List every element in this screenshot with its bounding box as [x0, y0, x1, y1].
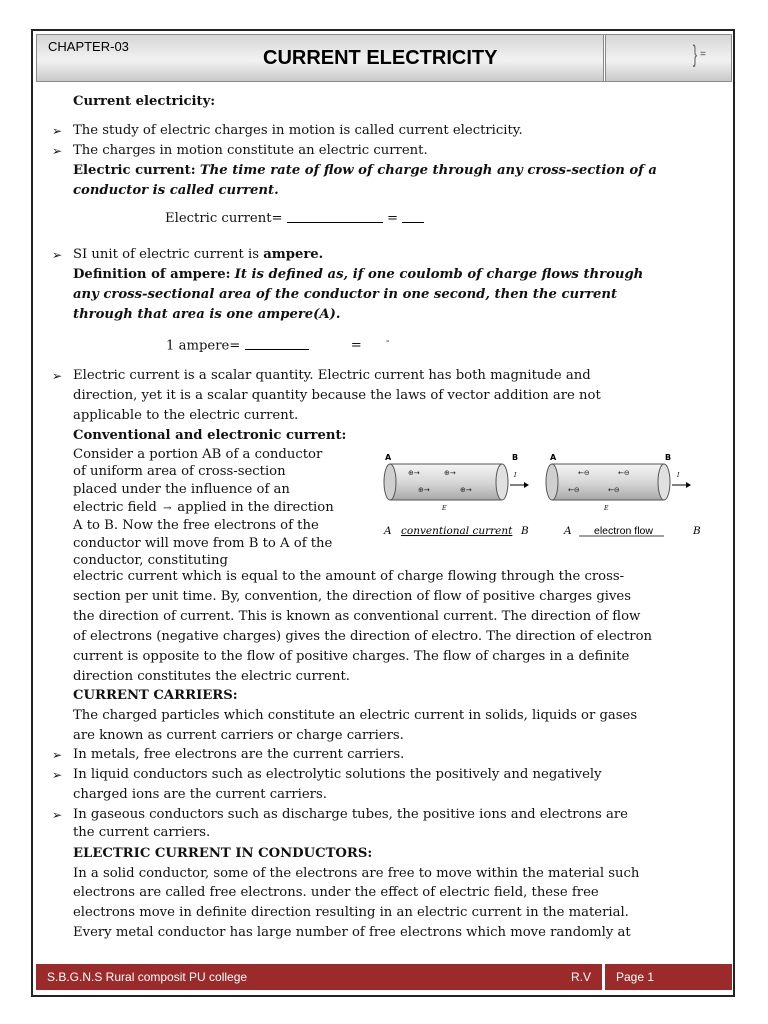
page-number: Page 1	[616, 970, 655, 984]
footer-college: S.B.G.N.S Rural composit PU college	[47, 970, 248, 984]
caption-b-right: B	[693, 525, 701, 537]
svg-text:←⊖: ←⊖	[608, 486, 620, 494]
arrow-bullet-icon: ➢	[52, 808, 63, 822]
ampere-definition-cont: through that area is one ampere(A).	[73, 307, 341, 322]
ampere-definition: Definition of ampere: It is defined as, if one coulomb of charge flows through	[73, 267, 644, 282]
arrow-bullet-icon: ➢	[52, 748, 63, 762]
arrow-bullet-icon: ➢	[52, 144, 63, 158]
label-b: B	[512, 453, 519, 462]
arrow-bullet-icon: ➢	[52, 768, 63, 782]
text-line: The charged particles which constitute an electric current in solids, liquids or gases	[73, 708, 638, 723]
field-label-left: E	[442, 505, 447, 512]
arrow-bullet-icon: ➢	[52, 369, 63, 383]
list-item: ➢ In metals, free electrons are the current carriers.	[52, 745, 404, 765]
arrowhead-icon	[524, 482, 529, 488]
list-item: ➢ The study of electric charges in motion is called current electricity.	[52, 121, 523, 141]
caption-a-left: A	[384, 525, 392, 537]
current-symbol-left: I	[514, 472, 517, 479]
electric-current-definition: Electric current: The time rate of flow of charge through any cross-section of a	[73, 163, 657, 178]
arrowhead-icon	[686, 482, 691, 488]
formula-ampere: 1 ampere= = -	[166, 336, 390, 354]
svg-text:←⊖: ←⊖	[578, 469, 590, 477]
page-header	[36, 34, 732, 82]
list-item: ➢ In gaseous conductors such as discharge tubes, the positive ions and electrons are	[52, 805, 628, 825]
text-line: the direction of current. This is known as conventional current. The direction of flow	[73, 609, 641, 624]
text-line: of electrons (negative charges) gives the direction of electro. The direction of electron	[73, 629, 653, 644]
text-line: Every metal conductor has large number of free electrons which move randomly at	[73, 925, 631, 940]
text-line: are known as current carriers or charge carriers.	[73, 728, 404, 743]
list-item: ➢ SI unit of electric current is ampere.	[52, 245, 323, 265]
text-line: applicable to the electric current.	[73, 408, 299, 423]
heading-current-carriers: CURRENT CARRIERS:	[73, 688, 238, 703]
fraction-line	[402, 214, 424, 223]
current-symbol-right: I	[677, 472, 680, 479]
text-line: electrons move in definite direction resulting in an electric current in the material.	[73, 905, 629, 920]
text-line: direction, yet it is a scalar quantity because the laws of vector addition are not	[73, 388, 601, 403]
text-line: conductor will move from B to A of the	[73, 536, 333, 551]
heading-electric-current-in-conductors: ELECTRIC CURRENT IN CONDUCTORS:	[73, 846, 373, 861]
text-line: electric field → applied in the direction	[73, 498, 334, 518]
text-line: placed under the influence of an	[73, 482, 290, 497]
text-line: Consider a portion AB of a conductor	[73, 447, 323, 462]
current-flow-diagram	[382, 452, 712, 542]
heading-current-electricity: Current electricity:	[73, 94, 216, 109]
page-footer	[36, 964, 732, 990]
text-line: the current carriers.	[73, 825, 211, 840]
footer-initials: R.V	[571, 970, 592, 984]
chapter-label: CHAPTER-03	[48, 39, 129, 54]
footer-divider	[602, 964, 605, 990]
arrow-bullet-icon: ➢	[52, 248, 63, 262]
caption-a-right: A	[564, 525, 572, 537]
list-item: ➢ The charges in motion constitute an electric current.	[52, 141, 428, 161]
text-line: current is opposite to the flow of positive charges. The flow of charges in a definite	[73, 649, 630, 664]
ampere-definition-cont: any cross-sectional area of the conductor in one second, then the current	[73, 287, 618, 302]
text-line: In a solid conductor, some of the electrons are free to move within the material such	[73, 866, 640, 881]
caption-electron-flow: electron flow	[594, 525, 653, 537]
text-line: direction constitutes the electric current.	[73, 669, 350, 684]
brace-icon: }	[692, 41, 698, 68]
svg-text:⊕→: ⊕→	[444, 469, 456, 477]
label-a: A	[385, 453, 392, 462]
text-line: electrons are called free electrons. under the effect of electric field, these free	[73, 885, 599, 900]
text-line: electric current which is equal to the amount of charge flowing through the cross-	[73, 569, 625, 584]
header-divider	[603, 35, 606, 81]
formula-electric-current: Electric current= =	[165, 209, 424, 229]
vector-arrow-icon: →	[163, 503, 172, 514]
text-line: charged ions are the current carriers.	[73, 787, 327, 802]
svg-text:⊕→: ⊕→	[460, 486, 472, 494]
conductor-cylinder	[546, 464, 670, 500]
page-title: CURRENT ELECTRICITY	[263, 47, 498, 69]
svg-text:⊕→: ⊕→	[408, 469, 420, 477]
label-b: B	[665, 453, 672, 462]
svg-text:⊕→: ⊕→	[418, 486, 430, 494]
label-a: A	[550, 453, 557, 462]
svg-text:←⊖: ←⊖	[618, 469, 630, 477]
svg-text:←⊖: ←⊖	[568, 486, 580, 494]
fraction-line	[245, 341, 309, 350]
text-line: section per unit time. By, convention, the direction of flow of positive charges gives	[73, 589, 632, 604]
electric-current-definition-cont: conductor is called current.	[73, 183, 279, 198]
heading-conventional-current: Conventional and electronic current:	[73, 428, 347, 443]
fraction-line	[287, 214, 383, 223]
caption-conventional-current: conventional current	[401, 525, 513, 537]
text-line: conductor, constituting	[73, 553, 228, 568]
text-line: of uniform area of cross-section	[73, 464, 286, 479]
header-corner-mark: =	[700, 49, 706, 60]
caption-b-left: B	[521, 525, 529, 537]
arrow-bullet-icon: ➢	[52, 124, 63, 138]
field-label-right: E	[604, 505, 609, 512]
text-line: A to B. Now the free electrons of the	[73, 518, 319, 533]
list-item: ➢ In liquid conductors such as electrolytic solutions the positively and negatively	[52, 765, 602, 785]
list-item: ➢ Electric current is a scalar quantity. Electric current has both magnitude and	[52, 366, 591, 386]
